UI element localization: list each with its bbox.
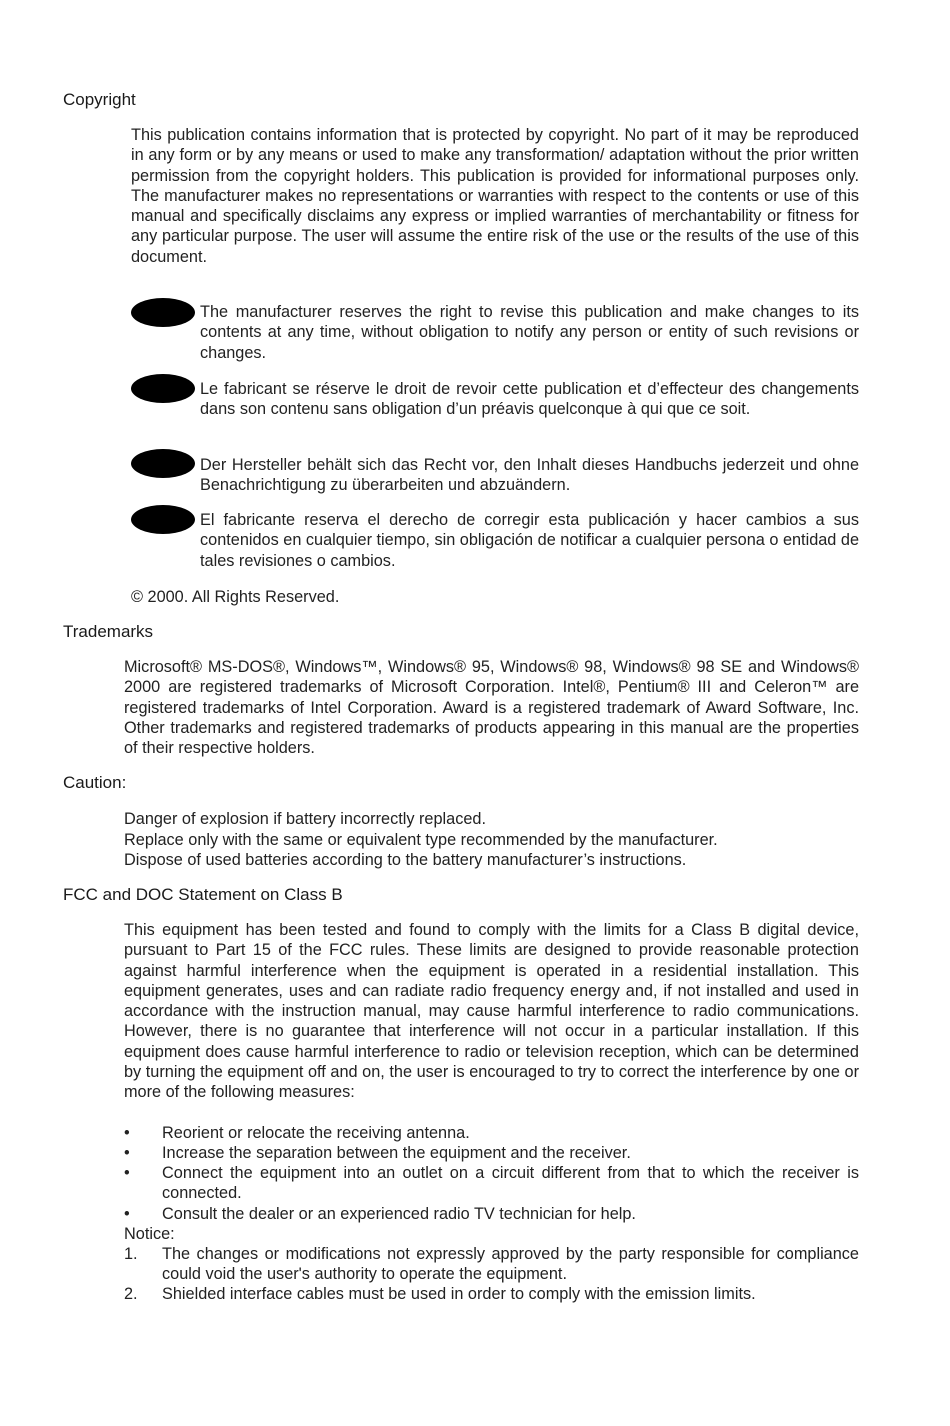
bullet-marker: •: [124, 1205, 130, 1223]
notice-german: Der Hersteller behält sich das Recht vor, den Inhalt dieses Handbuchs jederzeit und ohne Benachrichtigung zu überarbeiten und abzuändern.: [200, 456, 859, 495]
numbered-marker: 1.: [124, 1245, 138, 1263]
measure-item: Increase the separation between the equipment and the receiver.: [162, 1144, 631, 1162]
caution-line: Dispose of used batteries according to the battery manufacturer’s instructions.: [124, 851, 687, 869]
measure-item: Consult the dealer or an experienced radio TV technician for help.: [162, 1205, 636, 1223]
caution-line: Replace only with the same or equivalent type recommended by the manufacturer.: [124, 831, 718, 849]
fcc-text: This equipment has been tested and found to comply with the limits for a Class B digital device, pursuant to Part 15 of the FCC rules. These limits are designed to provide reasonable protection against harmful interference when the equipment is operated in a residential installation. This equipment generates, uses and can radiate radio frequency energy and, if not installed and used in accordance with the instruction manual, may cause harmful interference to radio communications. However, there is no guarantee that interference will not occur in a particular installation. If this equipment does cause harmful interference to radio or television reception, which can be determined by turning the equipment off and on, the user is encouraged to try to correct the interference by one or more of the following measures:: [124, 921, 859, 1102]
notice-english: The manufacturer reserves the right to revise this publication and make changes to its contents at any time, without obligation to notify any person or entity of such revisions or changes.: [200, 303, 859, 362]
copyright-intro: This publication contains information that is protected by copyright. No part of it may be reproduced in any form or by any means or used to make any transformation/ adaptation without the prior written permission from the copyright holders. This publication is provided for informational purposes only. The manufacturer makes no representations or warranties with respect to the contents or use of this manual and specifically disclaims any express or implied warranties of merchantability or fitness for any particular purpose. The user will assume the entire risk of the use or the results of the use of this document.: [131, 126, 859, 266]
spanish-language-badge: [131, 505, 195, 534]
bullet-marker: •: [124, 1124, 130, 1142]
caution-line: Danger of explosion if battery incorrectly replaced.: [124, 810, 486, 828]
notice-french: Le fabricant se réserve le droit de revoir cette publication et d’effecteur des changements dans son contenu sans obligation d’un préavis quelconque à qui que ce soit.: [200, 380, 859, 419]
notice-label: Notice:: [124, 1225, 175, 1243]
english-language-badge: [131, 298, 195, 327]
caution-heading: Caution:: [63, 773, 127, 792]
measure-item: Connect the equipment into an outlet on a circuit different from that to which the receiver is connected.: [162, 1164, 859, 1203]
german-language-badge: [131, 449, 195, 478]
notice-item: Shielded interface cables must be used in order to comply with the emission limits.: [162, 1285, 756, 1303]
trademarks-heading: Trademarks: [63, 622, 154, 641]
measure-item: Reorient or relocate the receiving antenna.: [162, 1124, 470, 1142]
trademarks-text: Microsoft® MS-DOS®, Windows™, Windows® 95, Windows® 98, Windows® 98 SE and Windows® 2000 are registered trademarks of Microsoft Corporation. Intel®, Pentium® III and Celeron™ are registered trademarks of Intel Corporation. Award is a registered trademark of Award Software, Inc. Other trademarks and registered trademarks of products appearing in this manual are the properties of their respective holders.: [124, 658, 859, 758]
bullet-marker: •: [124, 1144, 130, 1162]
notice-spanish: El fabricante reserva el derecho de corregir esta publicación y hacer cambios a sus contenidos en cualquier tiempo, sin obligación de notificar a cualquier persona o entidad de tales revisiones o cambios.: [200, 511, 859, 570]
copyright-rights: © 2000. All Rights Reserved.: [131, 588, 340, 606]
fcc-heading: FCC and DOC Statement on Class B: [63, 885, 343, 904]
numbered-marker: 2.: [124, 1285, 138, 1303]
notice-item: The changes or modifications not expressly approved by the party responsible for compliance could void the user's authority to operate the equipment.: [162, 1245, 859, 1284]
french-language-badge: [131, 374, 195, 403]
bullet-marker: •: [124, 1164, 130, 1182]
copyright-heading: Copyright: [63, 90, 136, 109]
